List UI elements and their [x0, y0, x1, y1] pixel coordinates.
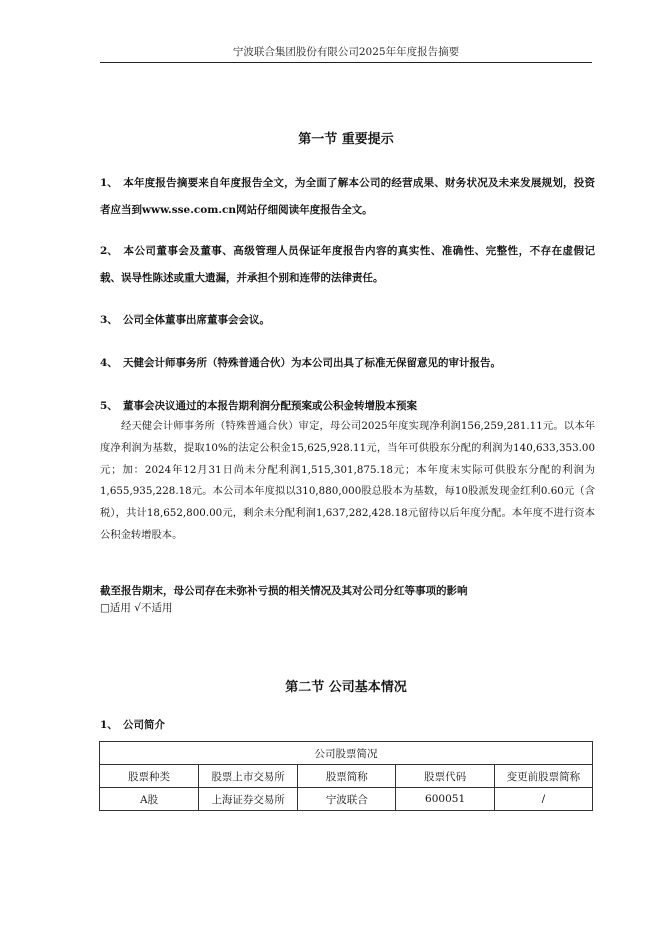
item-3-num: 3、 — [100, 314, 118, 326]
section2-title: 第二节 公司基本情况 — [285, 680, 407, 695]
sub-item-1-num: 1、 — [100, 719, 118, 731]
item-2-text: 本公司董事会及董事、高级管理人员保证年度报告内容的真实性、准确性、完整性，不存在虚假记载、误导性陈述或重大遗漏，并承担个别和连带的法律责任。 — [100, 245, 595, 284]
page-header: 宁波联合集团股份有限公司2025年年度报告摘要 — [232, 46, 460, 58]
table-row — [100, 788, 593, 811]
item-1 — [100, 170, 595, 224]
header-cell: 股票种类 — [100, 765, 199, 788]
item-1-text: 本年度报告摘要来自年度报告全文，为全面了解本公司的经营成果、财务状况及未来发展规划，投资者应当到www.sse.com.cn网站仔细阅读年度报告全文。 — [100, 177, 595, 216]
table-cell: 上海证券交易所 — [199, 788, 298, 811]
section1-title: 第一节 重要提示 — [298, 132, 394, 147]
table-caption: 公司股票简况 — [100, 742, 593, 765]
sub-item-1-text: 公司简介 — [123, 719, 165, 731]
item-5-num: 5、 — [100, 400, 118, 412]
header-cell: 变更前股票简称 — [494, 765, 592, 788]
item-5-text: 董事会决议通过的本报告期利润分配预案或公积金转增股本预案 — [123, 400, 417, 412]
sub-item-1 — [100, 716, 595, 734]
profit-distribution-text: 经天健会计师事务所（特殊普通合伙）审定，母公司2025年度实现净利润156,259,281.11元。以本年度净利润为基数，提取10%的法定公积金15,625,928.11元，当年可供股东分配的利润为140,633,353.00元；加：2024年12月31日尚未分配利润1,515,301,875.18元；本年度末实际可供股东分配的利润为1,655,935,228.18元。本公司本年度拟以310,880,000股总股本为基数，每10股派发现金红利0.60元（含税），共计18,652,800.00元，剩余未分配利润1,637,282,428.18元留待以后年度分配。本年度不进行资本公积金转增股本。 — [100, 420, 595, 541]
header-divider — [100, 62, 592, 63]
table-cell: 600051 — [396, 788, 494, 811]
loss-heading: 截至报告期末，母公司存在未弥补亏损的相关情况及其对公司分红等事项的影响 — [100, 585, 468, 597]
table-caption-row — [100, 742, 593, 765]
item-2 — [100, 238, 595, 292]
header-cell: 股票上市交易所 — [199, 765, 298, 788]
table-cell: / — [494, 788, 592, 811]
header-cell: 股票简称 — [298, 765, 396, 788]
table-cell: 宁波联合 — [298, 788, 396, 811]
item-2-num: 2、 — [100, 245, 118, 257]
item-4-text: 天健会计师事务所（特殊普通合伙）为本公司出具了标准无保留意见的审计报告。 — [123, 357, 501, 369]
table-cell: A股 — [100, 788, 199, 811]
table-header-row — [100, 765, 593, 788]
item-4-num: 4、 — [100, 357, 118, 369]
item-3 — [100, 307, 595, 334]
item-4 — [100, 350, 595, 377]
item-1-num: 1、 — [100, 177, 118, 189]
loss-applicability: □适用 √不适用 — [100, 602, 173, 614]
item-3-text: 公司全体董事出席董事会会议。 — [123, 314, 270, 326]
stock-info-table — [99, 741, 593, 811]
header-cell: 股票代码 — [396, 765, 494, 788]
